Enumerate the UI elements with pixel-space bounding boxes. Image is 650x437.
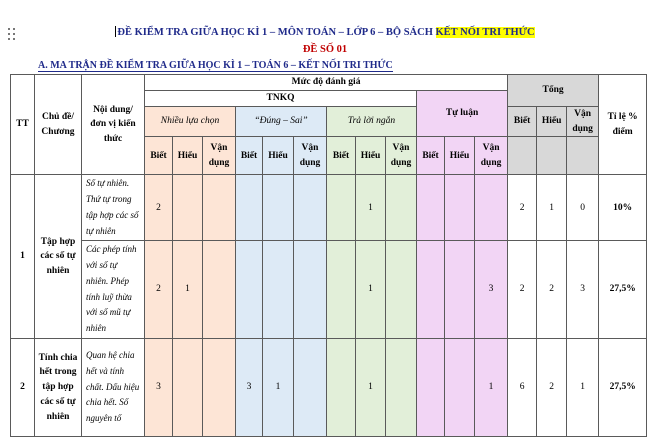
row-content: Các phép tính với số tự nhiên. Phép tính luỹ thừa với số mũ tự nhiên: [82, 241, 145, 339]
level-sa-apply: Vận dụng: [386, 137, 417, 175]
cell-total-know: 6: [508, 338, 537, 436]
total-blank: [567, 137, 599, 175]
cell-total-know: 2: [508, 241, 537, 339]
header-tt: TT: [11, 75, 35, 175]
cell-tf-know: [236, 175, 263, 241]
cell-total-apply: 1: [567, 338, 599, 436]
level-tf-apply: Vận dụng: [294, 137, 327, 175]
level-es-understand: Hiểu: [445, 137, 475, 175]
cell-ratio: 27,5%: [599, 241, 647, 339]
cell-tf-know: [236, 241, 263, 339]
cell-tf-understand: 1: [263, 338, 294, 436]
cell-ratio: 27,5%: [599, 338, 647, 436]
cell-tf-apply: [294, 175, 327, 241]
level-es-know: Biết: [417, 137, 445, 175]
header-ratio: Tỉ lệ % điểm: [599, 75, 647, 175]
row-tt: 1: [11, 175, 35, 339]
cell-tf-apply: [294, 338, 327, 436]
cell-total-understand: 2: [537, 338, 567, 436]
exam-matrix-table: [10, 74, 647, 437]
cell-es-apply: [475, 175, 508, 241]
level-mc-know: Biết: [145, 137, 173, 175]
cell-sa-apply: [386, 338, 417, 436]
level-es-apply: Vận dụng: [475, 137, 508, 175]
cell-sa-know: [327, 338, 356, 436]
cell-es-understand: [445, 338, 475, 436]
header-content: Nội dung/ đơn vị kiến thức: [82, 75, 145, 175]
cell-es-understand: [445, 175, 475, 241]
cell-sa-know: [327, 241, 356, 339]
total-blank: [508, 137, 537, 175]
cell-mc-know: 2: [145, 175, 173, 241]
cell-es-apply: 3: [475, 241, 508, 339]
cell-tf-know: 3: [236, 338, 263, 436]
cell-total-apply: 0: [567, 175, 599, 241]
cell-mc-apply: [203, 175, 236, 241]
row-topic: Tính chia hết trong tập hợp các số tự nhiên: [35, 338, 82, 436]
level-mc-understand: Hiểu: [173, 137, 203, 175]
cell-total-understand: 1: [537, 175, 567, 241]
cell-es-know: [417, 338, 445, 436]
cell-mc-understand: [173, 338, 203, 436]
level-total-know: Biết: [508, 107, 537, 137]
table-row: [11, 241, 647, 339]
cell-total-know: 2: [508, 175, 537, 241]
header-essay: Tự luận: [417, 91, 508, 137]
header-short-answer: Trả lời ngắn: [327, 107, 417, 137]
cell-tf-understand: [263, 175, 294, 241]
cell-mc-understand: 1: [173, 241, 203, 339]
level-sa-understand: Hiểu: [356, 137, 386, 175]
row-content: Quan hệ chia hết và tính chất. Dấu hiệu chia hết. Số nguyên tố: [82, 338, 145, 436]
cell-sa-apply: [386, 175, 417, 241]
title-text: ĐỀ KIỂM TRA GIỮA HỌC KÌ 1 – MÔN TOÁN – LỚP 6 – BỘ SÁCH: [117, 27, 436, 38]
header-true-false: “Đúng – Sai”: [236, 107, 327, 137]
header-assessment-level: Mức độ đánh giá: [145, 75, 508, 91]
cell-sa-understand: 1: [356, 175, 386, 241]
cell-tf-understand: [263, 241, 294, 339]
header-total: Tổng: [508, 75, 599, 107]
cell-sa-apply: [386, 241, 417, 339]
cell-total-understand: 2: [537, 241, 567, 339]
cell-es-know: [417, 241, 445, 339]
level-mc-apply: Vận dụng: [203, 137, 236, 175]
exam-number: ĐỀ SỐ 01: [302, 44, 348, 55]
cell-mc-apply: [203, 338, 236, 436]
level-sa-know: Biết: [327, 137, 356, 175]
cell-mc-apply: [203, 241, 236, 339]
level-total-understand: Hiểu: [537, 107, 567, 137]
title-highlight: KẾT NỐI TRI THỨC: [435, 27, 535, 38]
header-topic: Chủ đề/ Chương: [35, 75, 82, 175]
cell-total-apply: 3: [567, 241, 599, 339]
cell-es-apply: 1: [475, 338, 508, 436]
row-topic: Tập hợp các số tự nhiên: [35, 175, 82, 339]
document-title: [0, 26, 650, 38]
section-heading: A. MA TRẬN ĐỀ KIỂM TRA GIỮA HỌC KÌ 1 – TOÁN 6 – KẾT NỐI TRI THỨC: [38, 60, 393, 71]
table-row: [11, 338, 647, 436]
level-tf-understand: Hiểu: [263, 137, 294, 175]
cell-sa-know: [327, 175, 356, 241]
row-content: Số tự nhiên. Thứ tự trong tập hợp các số tự nhiên: [82, 175, 145, 241]
cell-mc-know: 2: [145, 241, 173, 339]
cell-es-know: [417, 175, 445, 241]
row-tt: 2: [11, 338, 35, 436]
cell-mc-understand: [173, 175, 203, 241]
cell-es-understand: [445, 241, 475, 339]
cell-sa-understand: 1: [356, 338, 386, 436]
header-multiple-choice: Nhiều lựa chọn: [145, 107, 236, 137]
cell-sa-understand: 1: [356, 241, 386, 339]
level-tf-know: Biết: [236, 137, 263, 175]
level-total-apply: Vận dụng: [567, 107, 599, 137]
cell-ratio: 10%: [599, 175, 647, 241]
total-blank: [537, 137, 567, 175]
cell-mc-know: 3: [145, 338, 173, 436]
cell-tf-apply: [294, 241, 327, 339]
table-row: [11, 175, 647, 241]
header-tnkq: TNKQ: [145, 91, 417, 107]
